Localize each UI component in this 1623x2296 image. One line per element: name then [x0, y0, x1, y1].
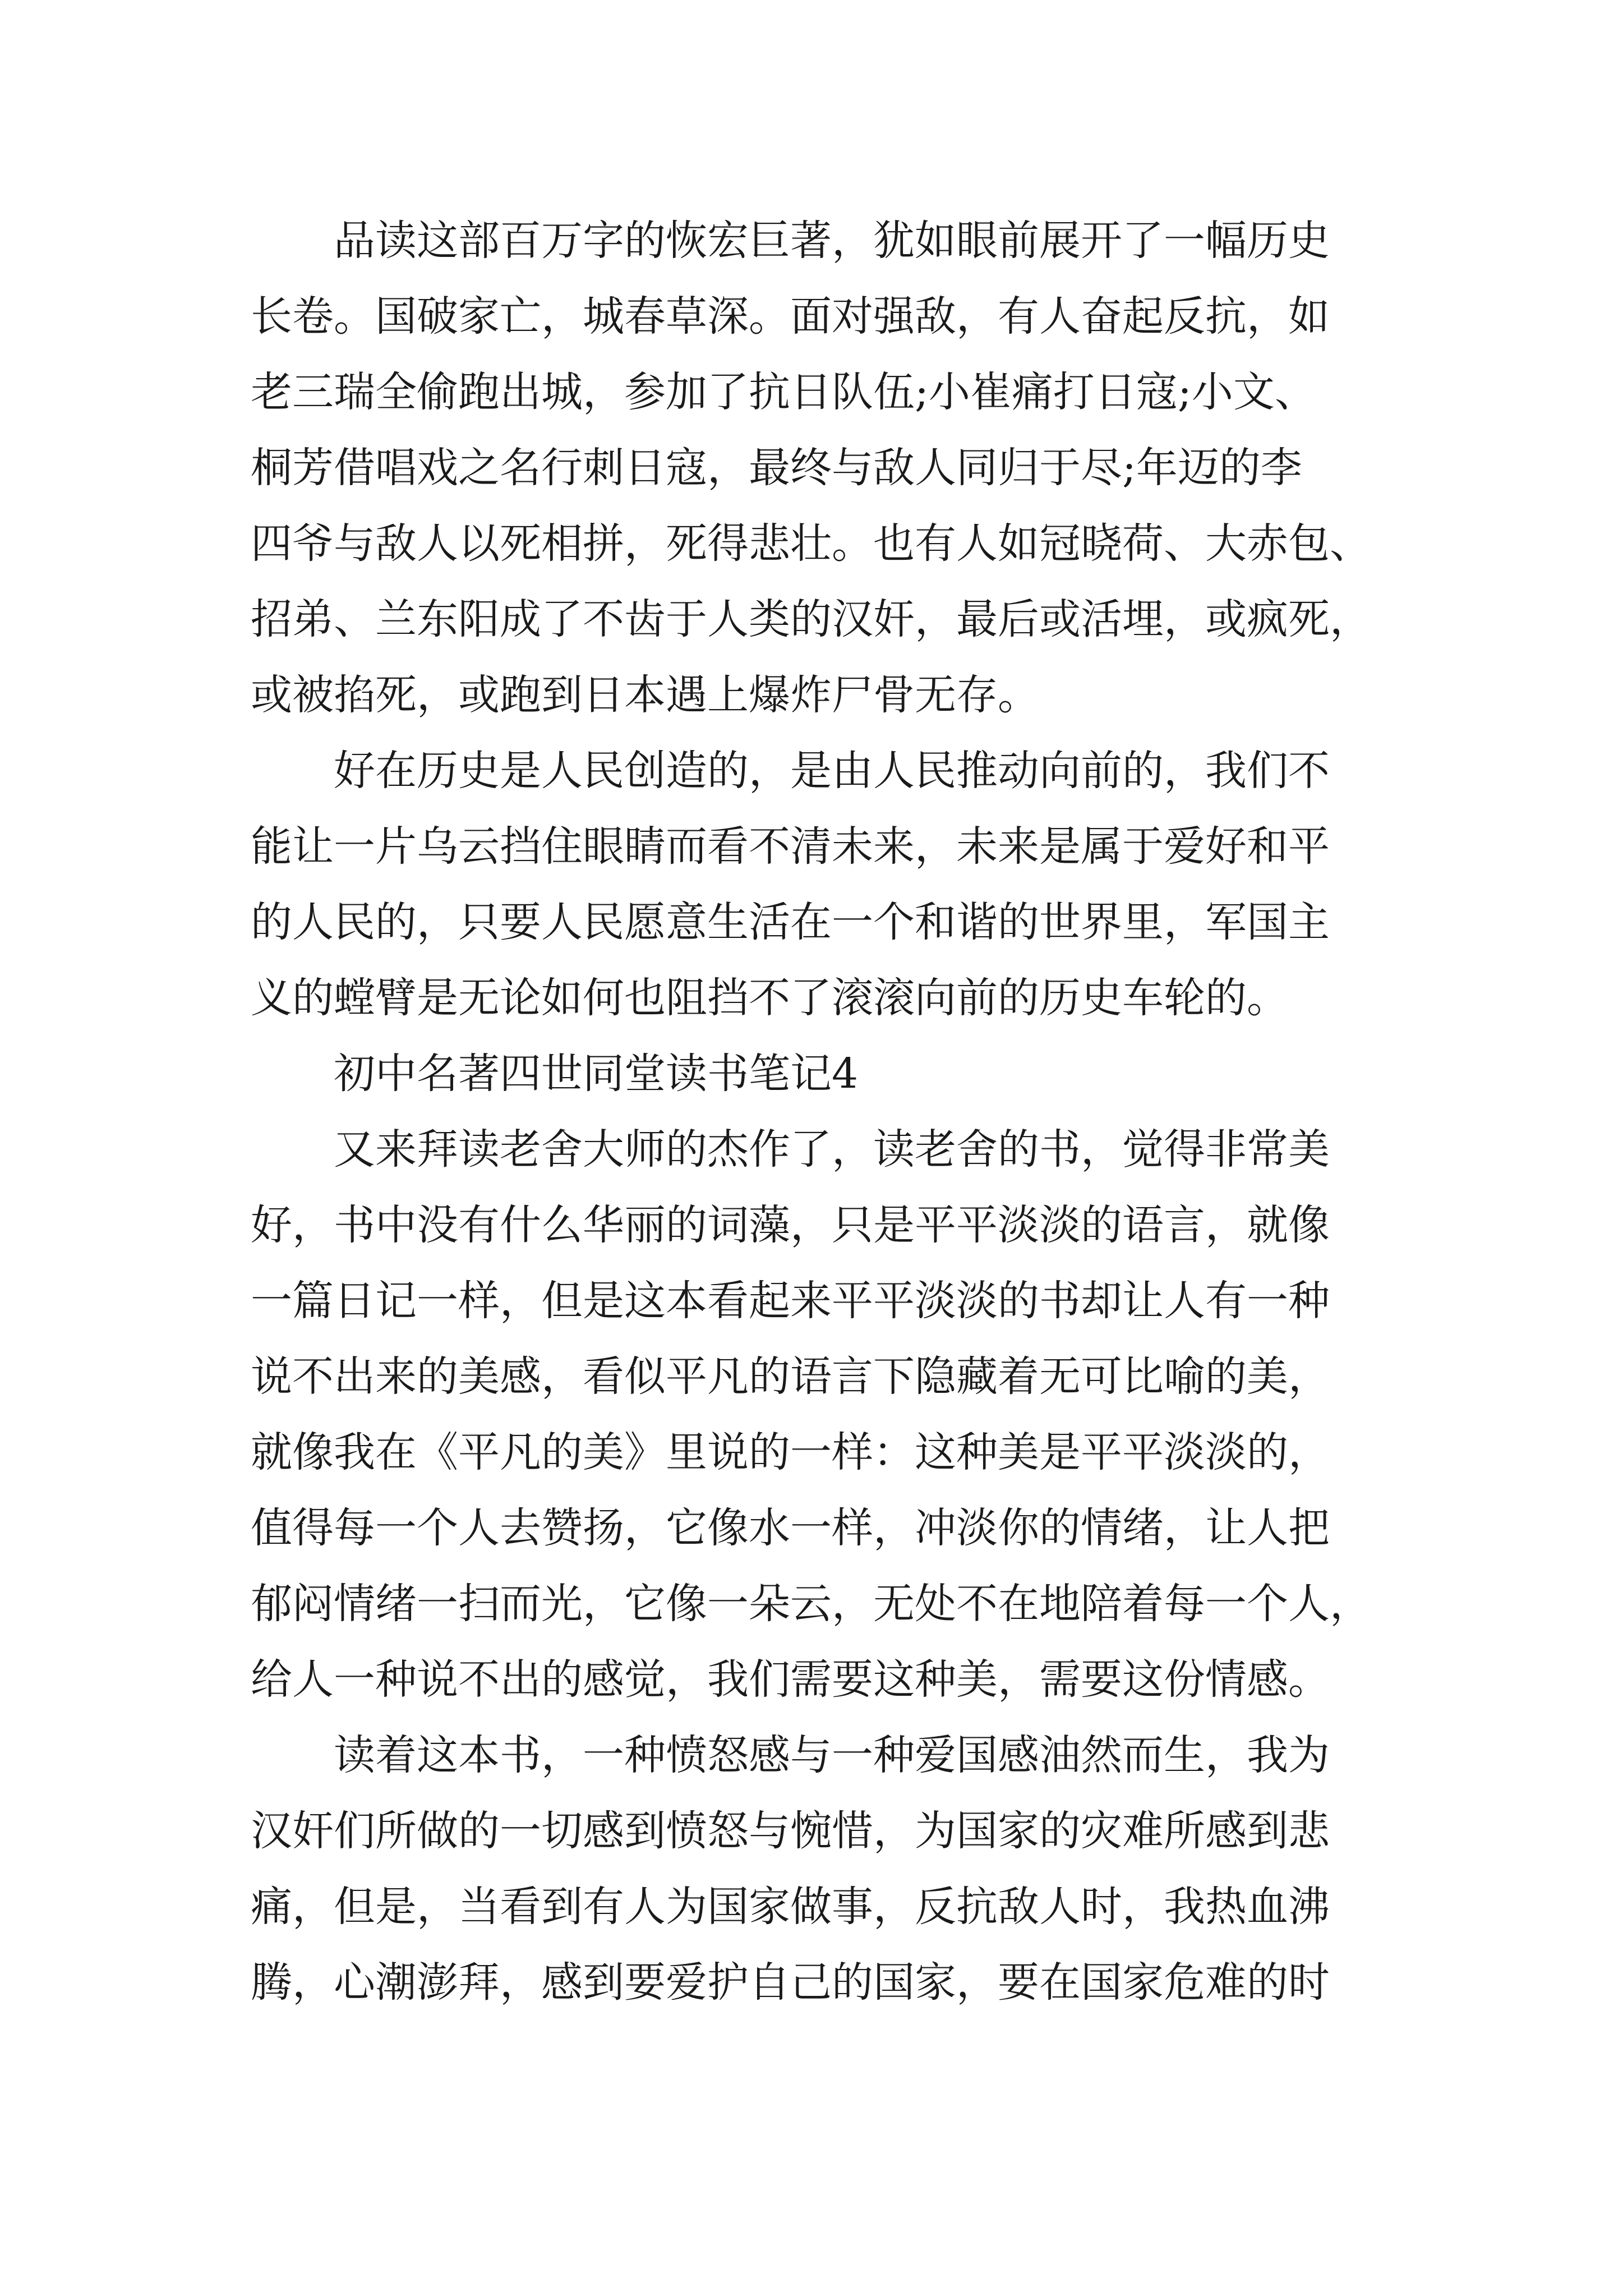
text-line: 招弟、兰东阳成了不齿于人类的汉奸，最后或活埋，或疯死，: [251, 595, 1371, 643]
text-line: 四爷与敌人以死相拼，死得悲壮。也有人如冠晓荷、大赤包、: [251, 519, 1371, 568]
text-line: 给人一种说不出的感觉，我们需要这种美，需要这份情感。: [251, 1655, 1330, 1704]
text-line: 一篇日记一样，但是这本看起来平平淡淡的书却让人有一种: [251, 1277, 1330, 1325]
text-line: 长卷。国破家亡，城春草深。面对强敌，有人奋起反抗，如: [251, 292, 1330, 341]
text-line: 说不出来的美感，看似平凡的语言下隐藏着无可比喻的美，: [251, 1352, 1330, 1401]
paragraph-first-line: 好在历史是人民创造的，是由人民推动向前的，我们不: [334, 747, 1330, 795]
text-line: 老三瑞全偷跑出城，参加了抗日队伍;小崔痛打日寇;小文、: [251, 368, 1316, 416]
text-line: 或被掐死，或跑到日本遇上爆炸尸骨无存。: [251, 671, 1039, 719]
body-text: [251, 203, 1372, 2021]
text-line: 值得每一个人去赞扬，它像水一样，冲淡你的情绪，让人把: [251, 1504, 1330, 1552]
text-line: 义的螳臂是无论如何也阻挡不了滚滚向前的历史车轮的。: [251, 974, 1288, 1022]
paragraph-first-line: 品读这部百万字的恢宏巨著，犹如眼前展开了一幅历史: [334, 217, 1330, 265]
text-line: 的人民的，只要人民愿意生活在一个和谐的世界里，军国主: [251, 898, 1330, 946]
text-line: 桐芳借唱戏之名行刺日寇，最终与敌人同归于尽;年迈的李: [251, 444, 1302, 492]
text-line: 腾，心潮澎拜，感到要爱护自己的国家，要在国家危难的时: [251, 1958, 1330, 2007]
text-line: 汉奸们所做的一切感到愤怒与惋惜，为国家的灾难所感到悲: [251, 1807, 1330, 1855]
text-line: 好，书中没有什么华丽的词藻，只是平平淡淡的语言，就像: [251, 1201, 1330, 1249]
text-line: 郁闷情绪一扫而光，它像一朵云，无处不在地陪着每一个人，: [251, 1580, 1371, 1628]
paragraph-first-line: 读着这本书，一种愤怒感与一种爱国感油然而生，我为: [334, 1731, 1330, 1779]
text-line: 就像我在《平凡的美》里说的一样：这种美是平平淡淡的，: [251, 1428, 1330, 1476]
paragraph-first-line: 又来拜读老舍大师的杰作了，读老舍的书，觉得非常美: [334, 1125, 1330, 1174]
paragraph-first-line: 初中名著四世同堂读书笔记4: [334, 1050, 859, 1098]
text-line: 能让一片乌云挡住眼睛而看不清未来，未来是属于爱好和平: [251, 822, 1330, 871]
text-line: 痛，但是，当看到有人为国家做事，反抗敌人时，我热血沸: [251, 1883, 1330, 1931]
